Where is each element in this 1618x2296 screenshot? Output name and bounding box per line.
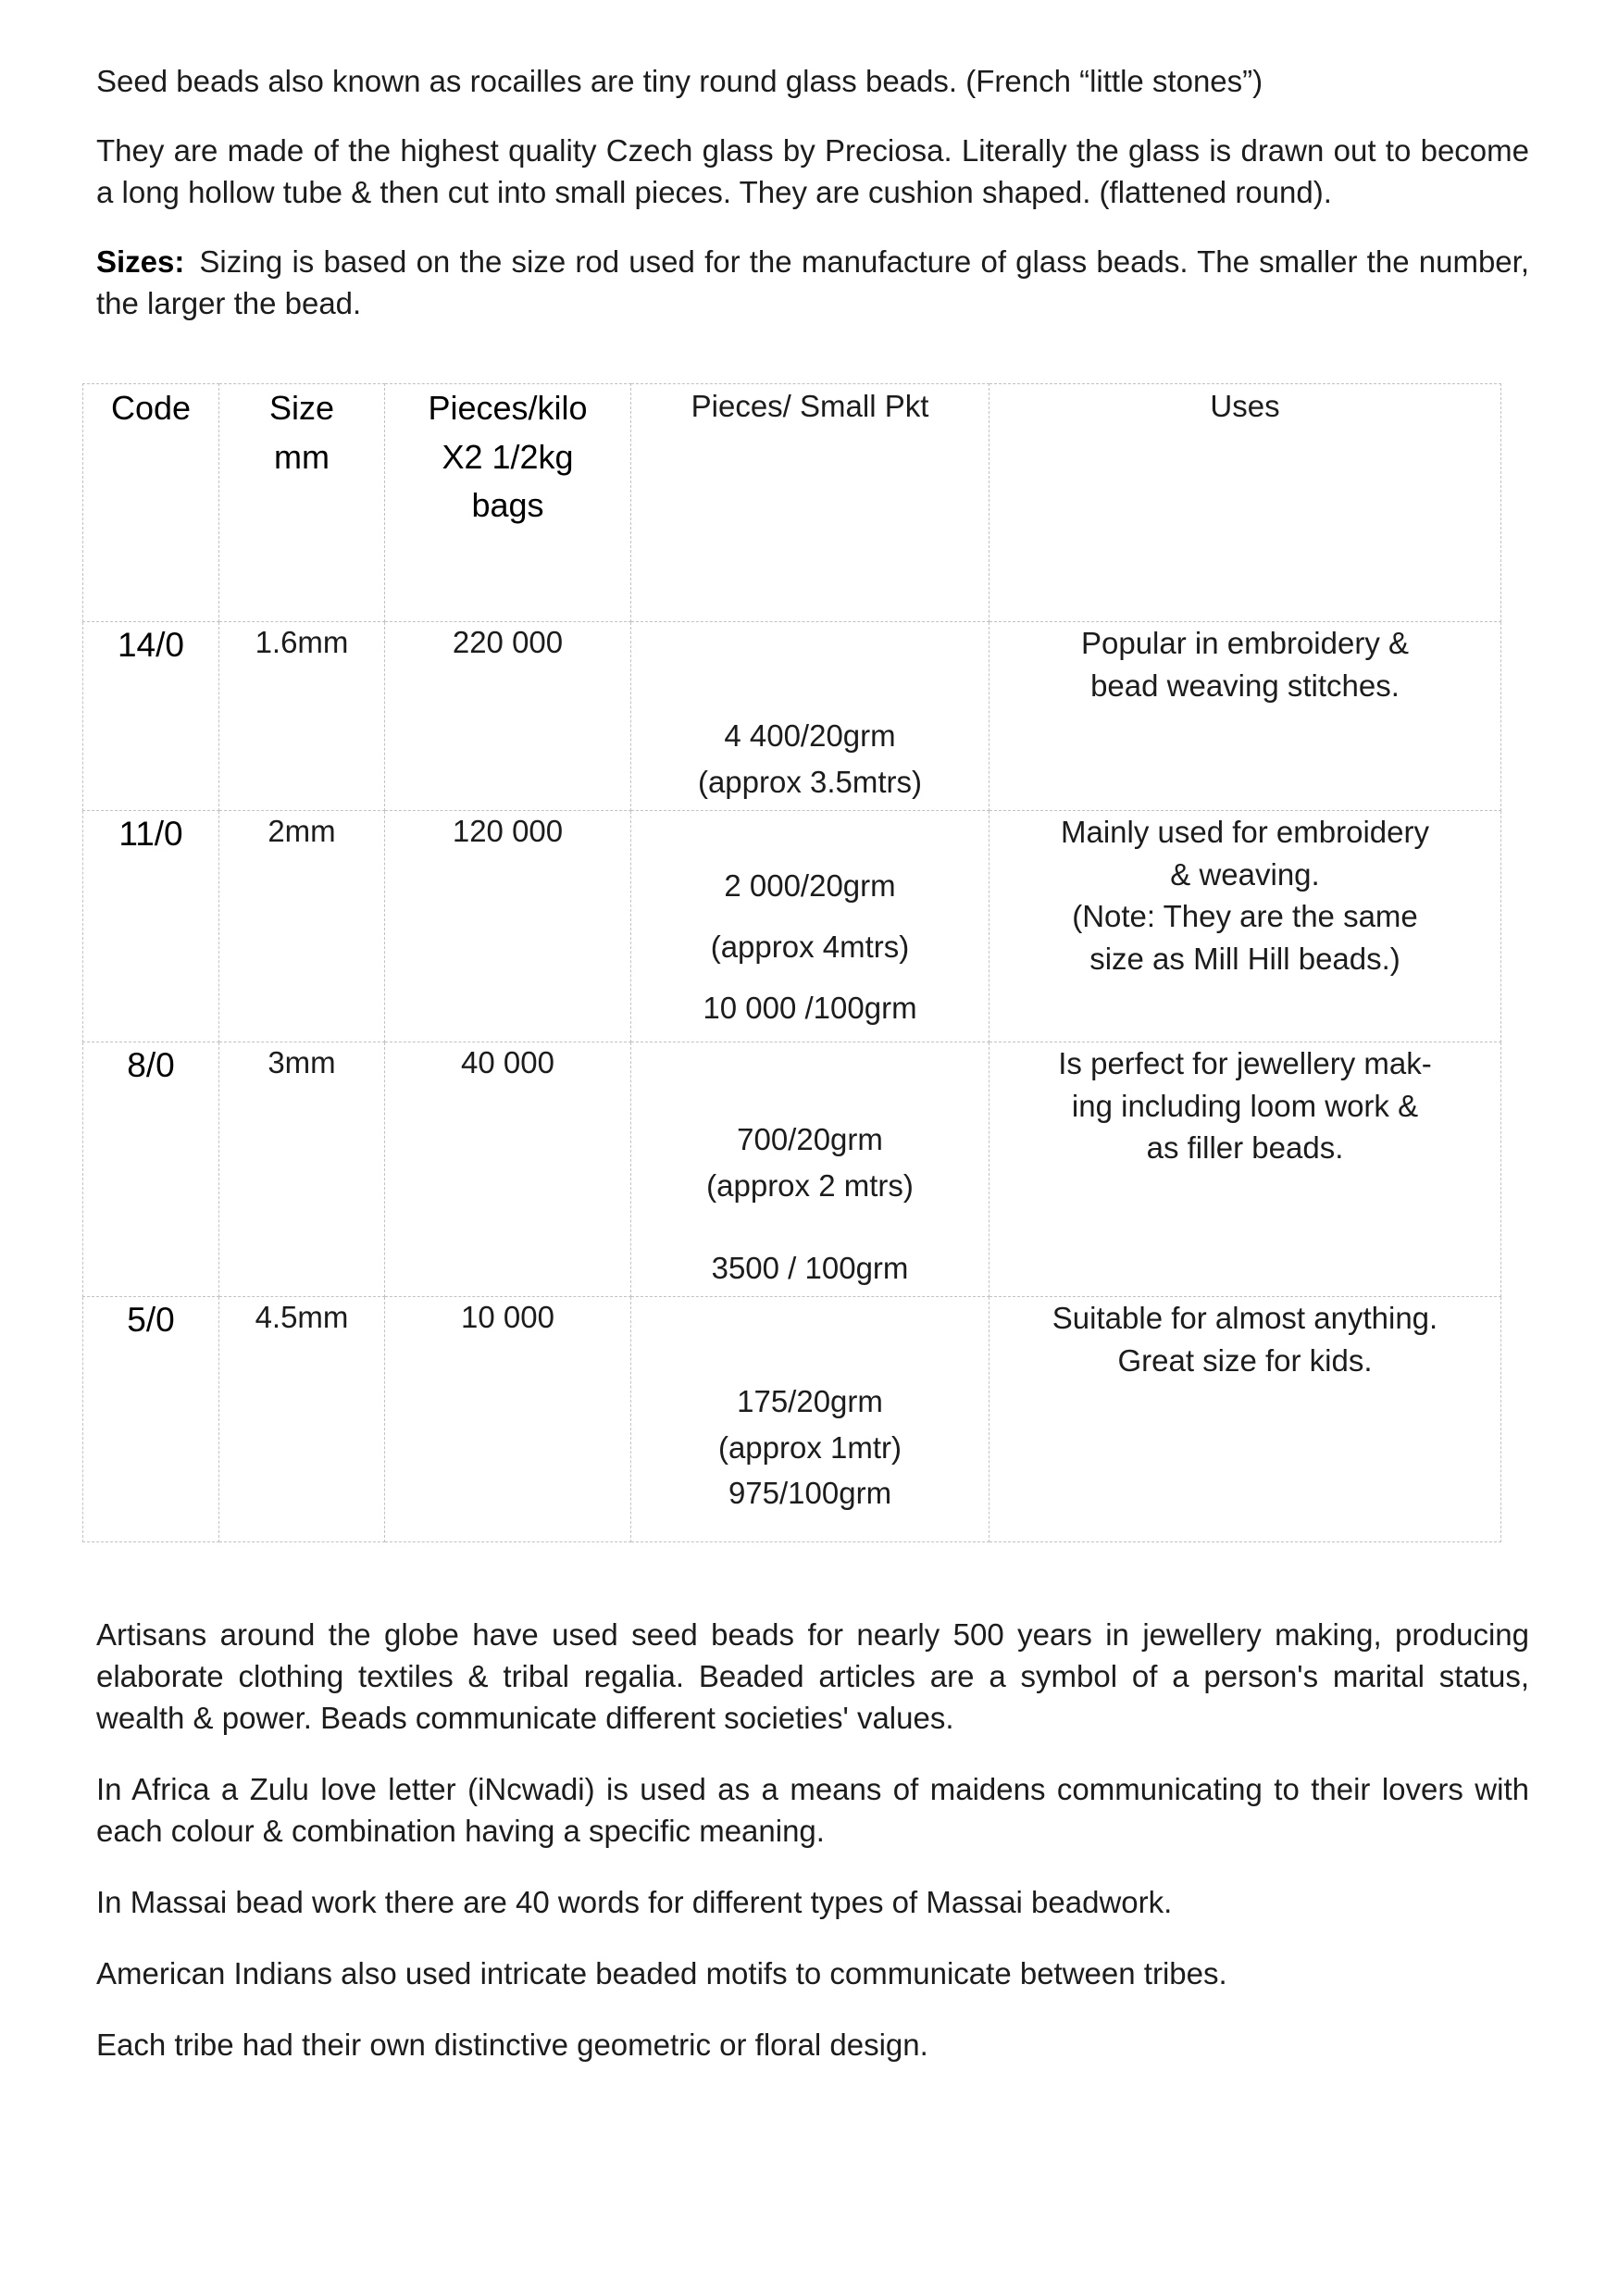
pkt-line: 4 400/20grm	[724, 718, 896, 754]
intro-paragraph-2: They are made of the highest quality Czech glass by Preciosa. Literally the glass is drawn out to become a long hollow tube & then cut into small pieces. They are cushion shaped. (flattened round).	[96, 132, 1529, 209]
pieces-kilo-cell: 120 000	[385, 811, 631, 1042]
pkt-line: (approx 4mtrs)	[710, 930, 910, 965]
header-size	[219, 384, 385, 622]
code-cell: 5/0	[83, 1297, 219, 1542]
pkt-line: (approx 1mtr)	[717, 1429, 902, 1465]
header-code: Code	[83, 384, 219, 622]
uses-cell	[989, 1042, 1501, 1297]
header-pieces-kilo-line: bags	[471, 485, 544, 524]
uses-line: Great size for kids.	[1117, 1342, 1373, 1378]
size-cell: 4.5mm	[219, 1297, 385, 1542]
header-uses: Uses	[989, 384, 1501, 622]
size-cell: 1.6mm	[219, 622, 385, 811]
pkt-line: 3500 / 100grm	[711, 1251, 909, 1286]
pkt-line: (approx 3.5mtrs)	[697, 764, 923, 799]
small-pkt-cell	[631, 1042, 989, 1297]
uses-cell	[989, 622, 1501, 811]
header-pieces-kilo-line: Pieces/kilo	[428, 389, 588, 428]
pkt-line: (approx 2 mtrs)	[706, 1167, 914, 1203]
pkt-line: 175/20grm	[737, 1384, 883, 1419]
small-pkt-cell	[631, 622, 989, 811]
uses-line: bead weaving stitches.	[1090, 668, 1400, 703]
header-pieces-kilo-line: X2 1/2kg	[442, 437, 574, 476]
header-size-line: mm	[274, 437, 330, 476]
uses-line: as filler beads.	[1146, 1130, 1344, 1166]
zulu-love-letter-paragraph: In Africa a Zulu love letter (iNcwadi) is used as a means of maidens communicating to their lovers with each colour & combination having a specific meaning.	[96, 1772, 1529, 1848]
uses-line: Mainly used for embroidery	[1061, 815, 1429, 850]
pkt-line: 2 000/20grm	[724, 868, 896, 904]
sizes-paragraph	[96, 242, 1529, 325]
sizes-text: Sizing is based on the size rod used for the manufacture of glass beads. The smaller the number, the larger the bead.	[96, 243, 1529, 320]
uses-line: (Note: They are the same	[1072, 899, 1418, 934]
history-paragraph: Artisans around the globe have used seed beads for nearly 500 years in jewellery making, producing elaborate clothing textiles & tribal regalia. Beaded articles are a symbol of a person's marital status, wealth & power. Beads communicate different societies' values.	[96, 1617, 1529, 1736]
pkt-line: 10 000 /100grm	[703, 991, 917, 1026]
small-pkt-cell	[631, 811, 989, 1042]
pieces-kilo-cell: 10 000	[385, 1297, 631, 1542]
american-indians-paragraph: American Indians also used intricate beaded motifs to communicate between tribes.	[96, 1955, 1227, 1990]
size-cell: 3mm	[219, 1042, 385, 1297]
uses-line: Popular in embroidery &	[1080, 626, 1409, 661]
code-cell: 11/0	[83, 811, 219, 1042]
uses-line: Is perfect for jewellery mak-	[1058, 1046, 1432, 1081]
footer-paragraphs	[96, 1615, 1529, 2065]
table-row	[83, 1297, 1501, 1542]
code-cell: 8/0	[83, 1042, 219, 1297]
massai-beadwork-paragraph: In Massai bead work there are 40 words for different types of Massai beadwork.	[96, 1884, 1173, 1919]
size-cell: 2mm	[219, 811, 385, 1042]
bead-size-table	[82, 383, 1501, 1542]
header-pieces-kilo	[385, 384, 631, 622]
table-header-row	[83, 384, 1501, 622]
header-size-line: Size	[268, 389, 335, 428]
pkt-line: 700/20grm	[737, 1122, 883, 1157]
uses-line: & weaving.	[1170, 856, 1320, 892]
uses-line: size as Mill Hill beads.)	[1089, 941, 1400, 976]
pieces-kilo-cell: 40 000	[385, 1042, 631, 1297]
uses-line: Suitable for almost anything.	[1052, 1301, 1438, 1336]
table-row	[83, 1042, 1501, 1297]
pieces-kilo-cell: 220 000	[385, 622, 631, 811]
small-pkt-cell	[631, 1297, 989, 1542]
tribe-design-paragraph: Each tribe had their own distinctive geometric or floral design.	[96, 2027, 928, 2062]
header-small-pkt: Pieces/ Small Pkt	[631, 384, 989, 622]
table-row	[83, 622, 1501, 811]
uses-cell	[989, 1297, 1501, 1542]
sizes-label: Sizes:	[96, 243, 185, 279]
intro-paragraph-1: Seed beads also known as rocailles are tiny round glass beads. (French “little stones”)	[96, 64, 1263, 98]
code-cell: 14/0	[83, 622, 219, 811]
table-row	[83, 811, 1501, 1042]
uses-cell	[989, 811, 1501, 1042]
pkt-line: 975/100grm	[728, 1476, 892, 1511]
uses-line: ing including loom work &	[1071, 1088, 1419, 1123]
